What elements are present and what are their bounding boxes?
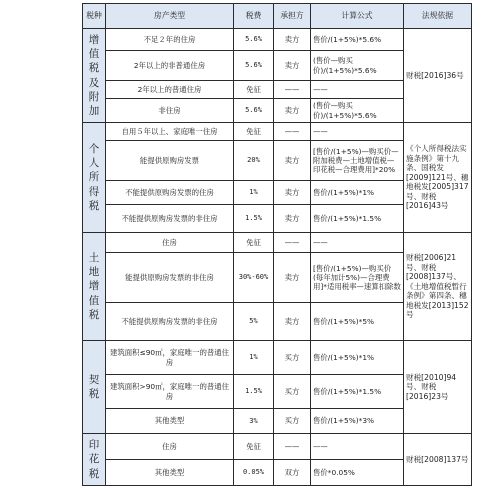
header-payer: 承担方	[274, 4, 311, 29]
property-type: 自用５年以上、家庭唯一住房	[106, 123, 234, 141]
payer: 卖方	[274, 29, 311, 51]
property-type: 2年以上的普通住房	[106, 81, 234, 99]
tax-name-deed: 契税	[83, 341, 106, 434]
header-property-type: 房产类型	[106, 4, 234, 29]
payer: 买方	[274, 409, 311, 434]
header-tax: 税种	[83, 4, 106, 29]
payer: 买方	[274, 375, 311, 409]
legal-basis: 财税[2006]21号、财税[2008]137号、《土地增值税暂行条例》第四条、穗地税发[2013]152号	[404, 233, 472, 341]
property-type: 建筑面积>90㎡，家庭唯一的普通住房	[106, 375, 234, 409]
rate: 5.6%	[234, 51, 274, 81]
rate: 3%	[234, 409, 274, 434]
rate: 5.6%	[234, 99, 274, 123]
rate: 1.5%	[234, 205, 274, 233]
formula: ——	[311, 123, 404, 141]
rate: 免征	[234, 123, 274, 141]
rate: 1.5%	[234, 375, 274, 409]
payer: 卖方	[274, 205, 311, 233]
property-type: 非住房	[106, 99, 234, 123]
header-formula: 计算公式	[311, 4, 404, 29]
table-row	[83, 341, 472, 375]
payer: 卖方	[274, 253, 311, 303]
legal-basis: 财税[2008]137号	[404, 434, 472, 486]
property-type: 不能提供原购房发票的非住房	[106, 205, 234, 233]
property-type: 其他类型	[106, 460, 234, 486]
property-type: 能提供原购房发票	[106, 141, 234, 181]
formula: 售价*0.05%	[311, 460, 404, 486]
formula: ——	[311, 434, 404, 460]
table-row	[83, 29, 472, 51]
rate: 1%	[234, 181, 274, 205]
formula: (售价—购买价)/(1+5%)*5.6%	[311, 99, 404, 123]
formula: 售价/(1+5%)*5%	[311, 303, 404, 341]
rate: 免征	[234, 434, 274, 460]
rate: 5.6%	[234, 29, 274, 51]
property-type: 其他类型	[106, 409, 234, 434]
payer: ——	[274, 81, 311, 99]
tax-name-income: 个人所得税	[83, 123, 106, 233]
legal-basis: 财税[2010]94号、财税[2016]23号	[404, 341, 472, 434]
formula: ——	[311, 81, 404, 99]
table-row	[83, 434, 472, 460]
table-row	[83, 233, 472, 253]
formula: [售价/(1+5%)—购买价(每年加计5%)—合理费用]*适用税率—速算扣除数	[311, 253, 404, 303]
formula: 售价/(1+5%)*5.6%	[311, 29, 404, 51]
tax-name-vat: 增值税及附加	[83, 29, 106, 123]
formula: 售价/(1+5%)*1%	[311, 181, 404, 205]
formula: 售价/(1+5%)*1%	[311, 341, 404, 375]
formula: [售价/(1+5%)—购买价—附加税费—土地增值税—印花税—合理费用]*20%	[311, 141, 404, 181]
header-legal-basis: 法规依据	[404, 4, 472, 29]
formula: 售价/(1+5%)*3%	[311, 409, 404, 434]
rate: 20%	[234, 141, 274, 181]
payer: ——	[274, 123, 311, 141]
legal-basis: 《个人所得税法实施条例》第十九条、国税发[2009]121号、穗地税发[2005]317号、财税[2016]43号	[404, 123, 472, 233]
payer: 卖方	[274, 181, 311, 205]
formula: 售价/(1+5%)*1.5%	[311, 375, 404, 409]
property-type: 不能提供原购房发票的非住房	[106, 303, 234, 341]
tax-table	[82, 3, 472, 486]
payer: 卖方	[274, 51, 311, 81]
header-rate: 税费	[234, 4, 274, 29]
property-type: 住房	[106, 233, 234, 253]
tax-name-stamp: 印花税	[83, 434, 106, 486]
payer: 卖方	[274, 303, 311, 341]
payer: 买方	[274, 341, 311, 375]
formula: 售价/(1+5%)*1.5%	[311, 205, 404, 233]
payer: 双方	[274, 460, 311, 486]
payer: ——	[274, 233, 311, 253]
property-type: 能提供原购房发票的非住房	[106, 253, 234, 303]
rate: 免征	[234, 233, 274, 253]
rate: 30%-60%	[234, 253, 274, 303]
formula: (售价—购买价)/(1+5%)*5.6%	[311, 51, 404, 81]
formula: ——	[311, 233, 404, 253]
rate: 免征	[234, 81, 274, 99]
property-type: 建筑面积≤90㎡，家庭唯一的普通住房	[106, 341, 234, 375]
property-type: 住房	[106, 434, 234, 460]
payer: 卖方	[274, 99, 311, 123]
rate: 0.05%	[234, 460, 274, 486]
property-type: 不足２年的住房	[106, 29, 234, 51]
property-type: 不能提供原购房发票的住房	[106, 181, 234, 205]
payer: ——	[274, 434, 311, 460]
rate: 5%	[234, 303, 274, 341]
legal-basis: 财税[2016]36号	[404, 29, 472, 123]
table-row	[83, 123, 472, 141]
property-type: 2年以上的非普通住房	[106, 51, 234, 81]
header-row	[83, 4, 472, 29]
rate: 1%	[234, 341, 274, 375]
tax-name-land: 土地增值税	[83, 233, 106, 341]
payer: 卖方	[274, 141, 311, 181]
